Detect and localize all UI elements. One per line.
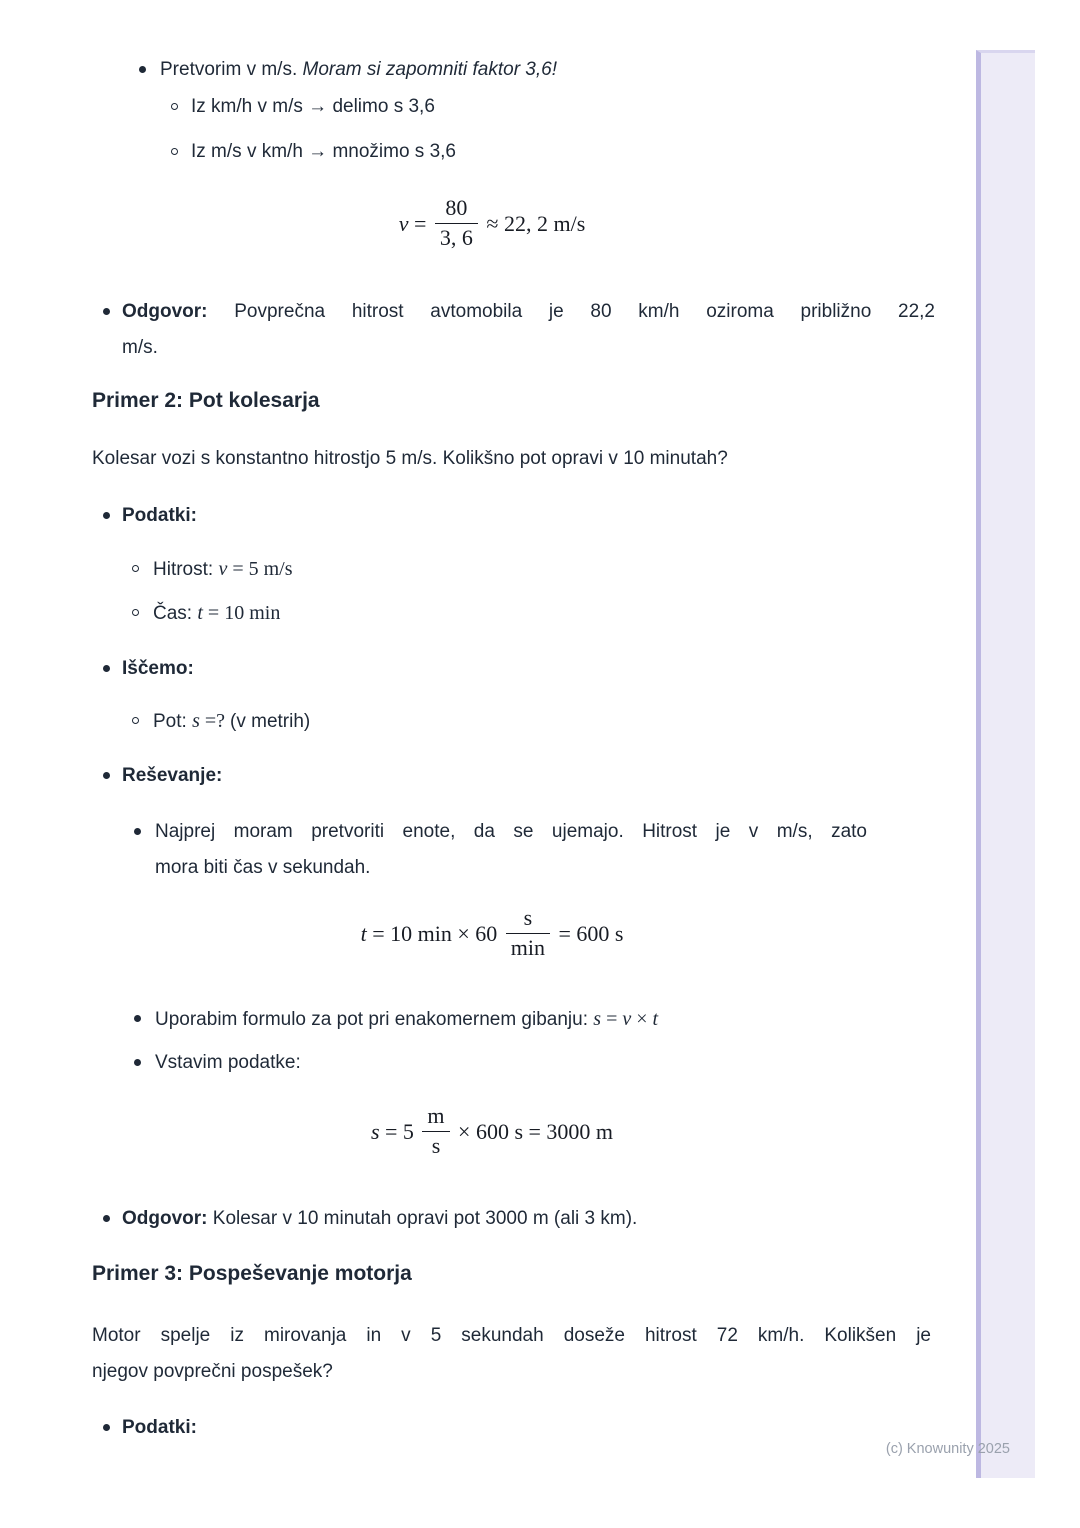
list-item-podatki-2 xyxy=(122,1413,197,1443)
bullet-disc-icon xyxy=(103,308,110,315)
list-item-text: Iz m/s v km/h → množimo s 3,6 xyxy=(191,141,456,162)
math-result: = 600 s xyxy=(558,921,624,947)
list-item-text: Hitrost: xyxy=(153,559,219,580)
math-fraction xyxy=(422,1103,449,1159)
list-item-text: Čas: xyxy=(153,603,198,624)
list-item-label: Podatki: xyxy=(122,505,197,526)
math-variable: s xyxy=(370,1119,380,1145)
step-line-1: Najprej moram pretvoriti enote, da se ujemajo. Hitrost je v m/s, zato xyxy=(155,821,867,842)
math-variable: t xyxy=(360,921,367,947)
answer-line-2: m/s. xyxy=(122,337,158,358)
bullet-disc-icon xyxy=(134,1015,141,1022)
answer-label: Odgovor: xyxy=(122,1208,208,1229)
list-item-pot xyxy=(153,706,310,737)
list-item-text: Vstavim podatke: xyxy=(155,1052,301,1073)
list-item-text: Uporabim formulo za pot pri enakomernem gibanju: xyxy=(155,1009,594,1030)
bullet-disc-icon xyxy=(134,1059,141,1066)
list-item-note-italic: Moram si zapomniti faktor 3,6! xyxy=(302,59,557,80)
formula-velocity-conversion xyxy=(92,195,892,254)
list-item-iz-ms xyxy=(191,137,456,167)
math-expression: = 5 xyxy=(385,1119,414,1145)
math-fraction xyxy=(506,905,550,961)
list-item-text: Pot: xyxy=(153,711,193,732)
list-item-cas xyxy=(153,598,280,629)
bullet-disc-icon xyxy=(103,665,110,672)
page-edge-stripe xyxy=(976,50,1035,1478)
list-item-text: Pretvorim v m/s. xyxy=(160,59,303,80)
inline-math: v = 5 m/s xyxy=(218,558,293,580)
list-item-odgovor-2 xyxy=(122,1204,637,1234)
list-item-step-3 xyxy=(155,1048,301,1078)
answer-text: Povprečna hitrost avtomobila je 80 km/h oziroma približno 22,2 xyxy=(234,301,935,322)
bullet-disc-icon xyxy=(103,512,110,519)
copyright-footer: (c) Knowunity 2025 xyxy=(885,1441,1010,1457)
list-item-label: Reševanje: xyxy=(122,765,223,786)
bullet-circle-icon xyxy=(132,565,139,572)
bullet-circle-icon xyxy=(171,148,178,155)
fraction-denominator: min xyxy=(506,933,550,961)
list-item-hitrost xyxy=(153,554,293,585)
bullet-disc-icon xyxy=(103,1215,110,1222)
list-item-podatki xyxy=(122,501,197,531)
answer-label: Odgovor: xyxy=(122,301,208,322)
problem-line-1: Motor spelje iz mirovanja in v 5 sekundah doseže hitrost 72 km/h. Kolikšen je xyxy=(92,1325,931,1346)
math-operator: = xyxy=(413,211,427,237)
section-heading-primer-2: Primer 2: Pot kolesarja xyxy=(92,389,320,412)
list-item-iscemo xyxy=(122,654,194,684)
list-item-resevanje xyxy=(122,761,222,791)
fraction-numerator: m xyxy=(427,1103,445,1128)
list-item-iz-kmh xyxy=(191,92,435,122)
formula-distance xyxy=(92,1103,892,1162)
problem-line-2: njegov povprečni pospešek? xyxy=(92,1361,333,1382)
list-item-suffix: (v metrih) xyxy=(230,711,311,732)
fraction-denominator: 3, 6 xyxy=(435,223,478,251)
section-heading-primer-3: Primer 3: Pospeševanje motorja xyxy=(92,1262,412,1285)
step-line-2: mora biti čas v sekundah. xyxy=(155,857,371,878)
list-item-label: Iščemo: xyxy=(122,658,194,679)
fraction-denominator: s xyxy=(422,1131,449,1159)
answer-line-1 xyxy=(122,294,935,330)
math-variable: v xyxy=(398,211,409,237)
math-result: ≈ 22, 2 m/s xyxy=(486,211,586,237)
inline-math: t = 10 min xyxy=(197,602,281,624)
list-item-odgovor-1 xyxy=(122,294,935,366)
math-fraction xyxy=(435,195,478,251)
bullet-circle-icon xyxy=(171,103,178,110)
bullet-disc-icon xyxy=(103,772,110,779)
problem-statement-primer-2: Kolesar vozi s konstantno hitrostjo 5 m/s. Kolikšno pot opravi v 10 minutah? xyxy=(92,448,728,469)
inline-math: s =? xyxy=(192,710,231,732)
list-item-step-1 xyxy=(155,814,867,886)
bullet-disc-icon xyxy=(139,66,146,73)
answer-text: Kolesar v 10 minutah opravi pot 3000 m (ali 3 km). xyxy=(212,1208,638,1229)
math-result: × 600 s = 3000 m xyxy=(458,1119,614,1145)
list-item-text: Iz km/h v m/s → delimo s 3,6 xyxy=(191,96,435,117)
problem-statement-primer-3 xyxy=(92,1318,931,1390)
formula-time-conversion xyxy=(92,905,892,964)
bullet-circle-icon xyxy=(132,717,139,724)
bullet-disc-icon xyxy=(134,828,141,835)
inline-math: s = v × t xyxy=(593,1008,659,1030)
list-item-step-2 xyxy=(155,1004,658,1035)
list-item-label: Podatki: xyxy=(122,1417,197,1438)
list-item-pretvorim xyxy=(160,55,557,85)
fraction-numerator: 80 xyxy=(445,195,468,220)
bullet-disc-icon xyxy=(103,1424,110,1431)
math-expression: = 10 min × 60 xyxy=(372,921,498,947)
fraction-numerator: s xyxy=(523,905,533,930)
bullet-circle-icon xyxy=(132,609,139,616)
